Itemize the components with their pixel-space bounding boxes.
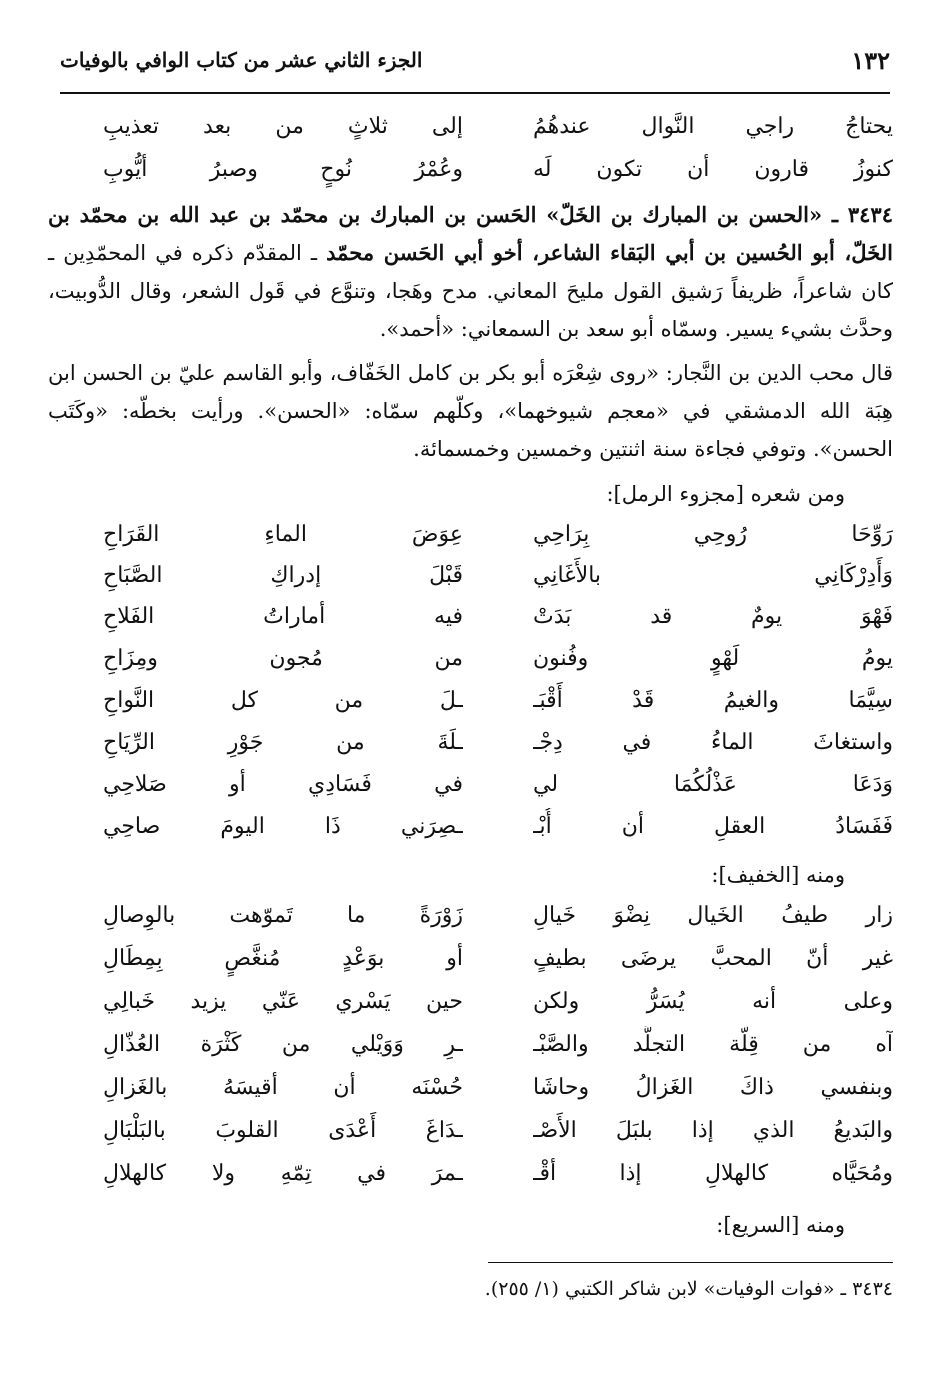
verse-second-hemistich: حُسْنَه أن أقيسَهُ بالغَزالِ [103, 1075, 463, 1100]
verse-second-hemistich: ـلَةَ من جَوْرِ الرِّيَاحِ [103, 730, 463, 755]
poem-intro: ومنه [السريع]: [716, 1213, 845, 1237]
verse-first-hemistich: غير أنّ المحبَّ يرضَى بطيفٍ [533, 946, 893, 971]
verse-line [103, 682, 893, 720]
verse-first-hemistich: فَهْوَ يومٌ قد بَدَتْ [533, 604, 893, 629]
footnote: ٣٤٣٤ ـ «فوات الوفيات» لابن شاكر الكتبي (١/ ٢٥٥). [484, 1278, 893, 1300]
verse-first-hemistich: وعلى أنه يُسَرُّ ولكن [533, 989, 893, 1014]
verse-second-hemistich: في فَسَادِي أو صَلاحِي [103, 772, 463, 797]
verse-line [103, 108, 893, 146]
verse-first-hemistich: آه من قِلّة التجلُّد والصَّبْـ [533, 1032, 893, 1057]
verse-line [103, 557, 893, 595]
verse-second-hemistich: ـرِ وَوَيْلي من كَثْرَة العُذّالِ [103, 1032, 463, 1057]
verse-first-hemistich: واستغاثَ الماءُ في دِجْـ [533, 730, 893, 755]
verse-first-hemistich: يحتاجُ راجي النَّوال عندهُمُ [533, 114, 893, 139]
verse-line [103, 1112, 893, 1150]
verse-line [103, 940, 893, 978]
verse-line [103, 1069, 893, 1107]
poem-intro: ومن شعره [مجزوء الرمل]: [606, 482, 845, 506]
verse-second-hemistich: عِوَضَ الماءِ القَرَاحِ [103, 522, 463, 547]
verse-second-hemistich: حين يَسْري عَنّي يزيد خَبالِي [103, 989, 463, 1014]
footnote-rule [488, 1262, 893, 1263]
verse-second-hemistich: فيه أماراتُ الفَلاحِ [103, 604, 463, 629]
verse-second-hemistich: أو بوَعْدٍ مُنغَّصٍ بِمِطَالِ [103, 946, 463, 971]
verse-line [103, 983, 893, 1021]
verse-second-hemistich: إلى ثلاثٍ من بعد تعذيبِ [103, 114, 463, 139]
running-title: الجزء الثاني عشر من كتاب الوافي بالوفيات [60, 48, 423, 72]
verse-first-hemistich: وَدَعَا عَذْلُكُمَا لي [533, 772, 893, 797]
verse-line [103, 724, 893, 762]
verse-line [103, 598, 893, 636]
verse-line [103, 151, 893, 189]
page-number: ١٣٢ [851, 46, 890, 75]
verse-first-hemistich: زار طيفُ الخَيال نِضْوَ خَيالِ [533, 903, 893, 928]
verse-first-hemistich: فَفَسَادُ العقلِ أن أُبْـ [533, 814, 893, 839]
verse-second-hemistich: ـدَاغَ أَعْدَى القلوبَ بالبَلْبَالِ [103, 1118, 463, 1143]
verse-first-hemistich: وَأَدِرْكَانِي بالأَغَانِي [533, 563, 893, 588]
poem-intro: ومنه [الخفيف]: [711, 863, 845, 887]
verse-second-hemistich: قَبْلَ إدراكِ الصَّبَاحِ [103, 563, 463, 588]
entry-heading: ٣٤٣٤ ـ «الحسن بن المبارك بن الخَلّ» الحَسن بن المبارك بن محمّد بن عبد الله بن محمّد بن الخَلّ، أبو الحُسين بن أبي البَقاء الشاعر، أخو أبي الحَسن محمّد [48, 202, 893, 265]
entry-paragraph [48, 196, 893, 348]
verse-line [103, 640, 893, 678]
narration-paragraph: قال محب الدين بن النَّجار: «روى شِعْرَه أبو بكر بن كامل الخَفّاف، وأبو القاسم عليّ بن الحسن ابن هِبَة الله الدمشقي في «معجم شيوخهما»، وكلّهم سمّاه: «الحسن». ورأيت بخطّه: «وكَتَب الحسن». وتوفي فجاءة سنة اثنتين وخمسين وخمسمائة. [48, 361, 893, 461]
verse-second-hemistich: ـمرَ في تِمّهِ ولا كالهلالِ [103, 1161, 463, 1186]
verse-first-hemistich: ومُحَيَّاه كالهلالِ إذا أقْـ [533, 1161, 893, 1186]
verse-first-hemistich: سِيَّمَا والغيمُ قَدْ أَقْبَـ [533, 688, 893, 713]
verse-line [103, 1155, 893, 1193]
page-header [60, 42, 890, 82]
verse-first-hemistich: كنوزُ قارون أن تكون لَه [533, 157, 893, 182]
verse-first-hemistich: يومُ لَهْوٍ وفُنون [533, 646, 893, 671]
verse-line [103, 766, 893, 804]
verse-line [103, 1026, 893, 1064]
verse-second-hemistich: ـلَ من كل النَّواحِ [103, 688, 463, 713]
verse-first-hemistich: وبنفسي ذاكَ الغَزالُ وحاشَا [533, 1075, 893, 1100]
verse-second-hemistich: وعُمْرُ نُوحٍ وصبرُ أيُّوبِ [103, 157, 463, 182]
header-rule [60, 92, 890, 94]
verse-line [103, 516, 893, 554]
verse-second-hemistich: زَوْرَةً ما تَموّهت بالوِصالِ [103, 903, 463, 928]
verse-line [103, 808, 893, 846]
verse-second-hemistich: ـصِرَني ذَا اليومَ صاحِي [103, 814, 463, 839]
entry-text: ـ المقدّم ذكره في المحمّدِين ـ كان شاعراً، ظريفاً رَشيق القول مليحَ المعاني. مدح وهَجا، وتنوَّع في قَول الشعر، وقال الدُّوبيت، وحدَّث بشيء يسير. وسمّاه أبو سعد بن السمعاني: «أحمد». [48, 241, 893, 341]
verse-first-hemistich: والبَديعُ الذي إذا بلبَلَ الأَصْـ [533, 1118, 893, 1143]
verse-second-hemistich: من مُجون ومِزَاحِ [103, 646, 463, 671]
verse-first-hemistich: رَوِّحَا رُوحِي بِرَاحِي [533, 522, 893, 547]
verse-line [103, 897, 893, 935]
